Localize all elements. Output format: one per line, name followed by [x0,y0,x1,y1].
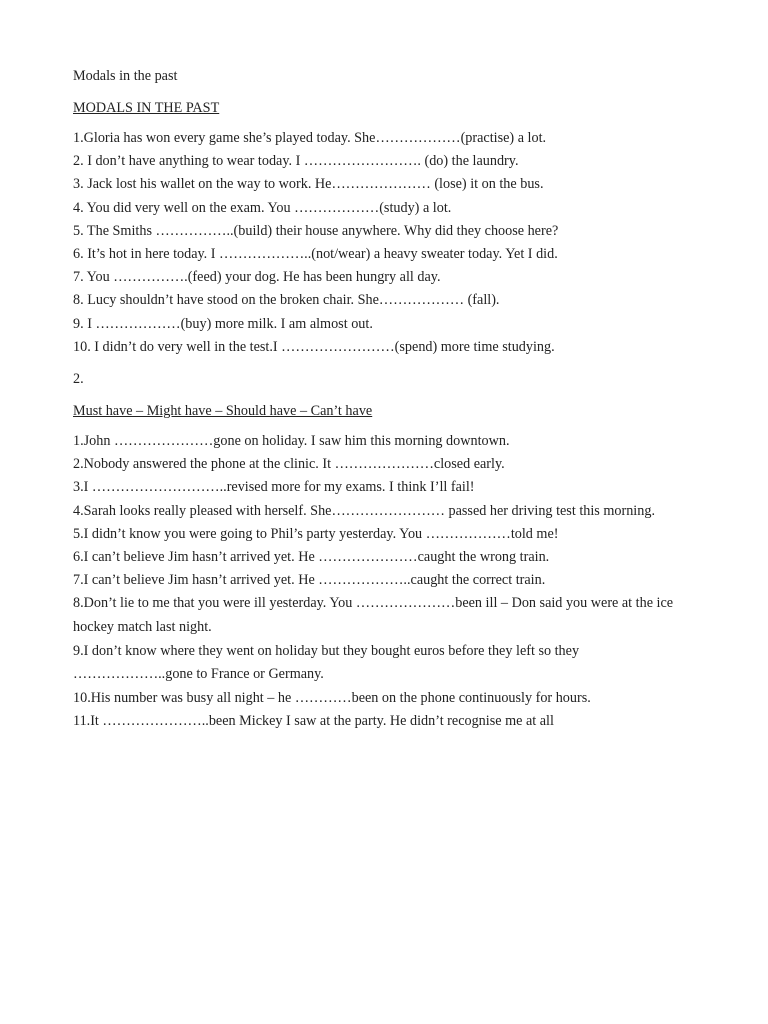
exercise-1-item: 4. You did very well on the exam. You ………………(study) a lot. [73,199,452,216]
exercise-2-item: 3.I ………………………..revised more for my exams. I think I’ll fail! [73,479,475,496]
section-heading-modals: MODALS IN THE PAST [73,100,220,116]
exercise-1-item: 10. I didn’t do very well in the test.I ……………………(spend) more time studying. [73,338,555,355]
exercise-2-item: 4.Sarah looks really pleased with herself. She…………………… passed her driving test this morning. [73,502,655,519]
exercise-1-item: 3. Jack lost his wallet on the way to work. He………………… (lose) it on the bus. [73,176,544,193]
exercise-1-item: 5. The Smiths ……………..(build) their house anywhere. Why did they choose here? [73,222,559,239]
exercise-2-item: 2.Nobody answered the phone at the clinic. It …………………closed early. [73,456,505,473]
section-heading-must-have: Must have – Might have – Should have – Can’t have [73,403,373,420]
exercise-1-list [73,127,693,359]
exercise-1-item: 7. You …………….(feed) your dog. He has been hungry all day. [73,269,441,286]
exercise-2-item: 1.John …………………gone on holiday. I saw him this morning downtown. [73,433,510,450]
exercise-1-item: 6. It’s hot in here today. I ………………..(not/wear) a heavy sweater today. Yet I did. [73,246,558,263]
exercise-1-item: 1.Gloria has won every game she’s played today. She………………(practise) a lot. [73,130,547,146]
exercise-2-item: 11.It …………………..been Mickey I saw at the party. He didn’t recognise me at all [73,713,554,730]
exercise-2-list [73,430,693,733]
exercise-1-item: 2. I don’t have anything to wear today. I ……………………. (do) the laundry. [73,153,519,170]
exercise-2-item: 8.Don’t lie to me that you were ill yesterday. You …………………been ill – Don said you were at the ice hockey match last night. [73,595,674,636]
document-title: Modals in the past [73,68,178,84]
exercise-2-item: 9.I don’t know where they went on holiday but they bought euros before they left so they ………………..gone to France or Germany. [73,642,580,683]
exercise-2-item: 5.I didn’t know you were going to Phil’s party yesterday. You ………………told me! [73,525,559,542]
section-number: 2. [73,371,84,388]
document-page [73,66,693,733]
exercise-1-item: 8. Lucy shouldn’t have stood on the broken chair. She……………… (fall). [73,292,500,309]
exercise-1-item: 9. I ………………(buy) more milk. I am almost out. [73,315,373,332]
exercise-2-item: 10.His number was busy all night – he …………been on the phone continuously for hours. [73,689,591,706]
exercise-2-item: 6.I can’t believe Jim hasn’t arrived yet. He …………………caught the wrong train. [73,549,550,566]
exercise-2-item: 7.I can’t believe Jim hasn’t arrived yet. He ………………..caught the correct train. [73,572,546,589]
